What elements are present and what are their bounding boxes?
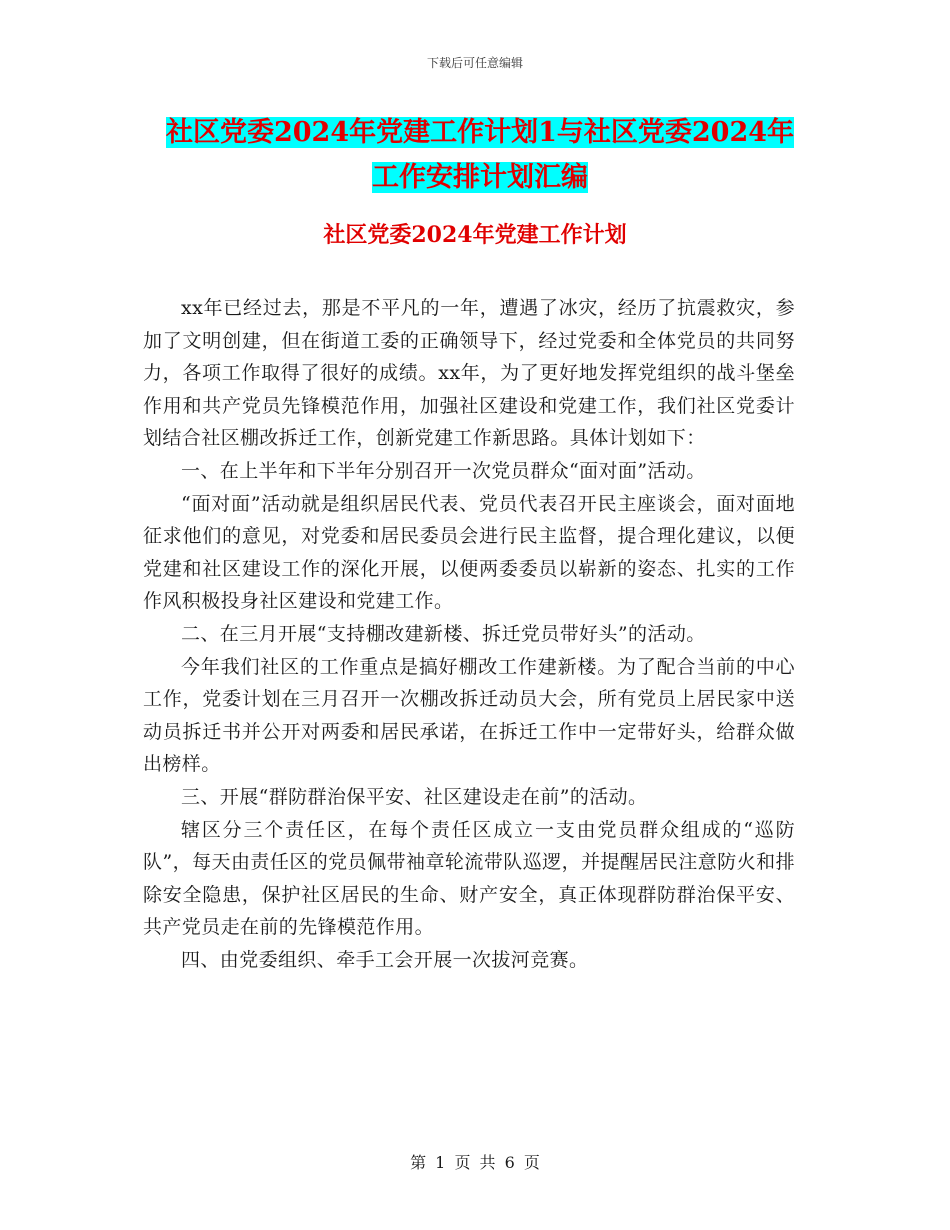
page-header: 下载后可任意编辑: [426, 56, 523, 70]
paragraph-intro: xx年已经过去，那是不平凡的一年，遭遇了冰灾，经历了抗震救灾，参加了文明创建，但在街道工委的正确领导下，经过党委和全体党员的共同努力，各项工作取得了很好的成绩。xx年，为了更好地发挥党组织的战斗堡垒作用和共产党员先锋模范作用，加强社区建设和党建工作，我们社区党委计划结合社区棚改拆迁工作，创新党建工作新思路。具体计划如下：: [143, 297, 795, 450]
paragraph-item-1-heading: 一、在上半年和下半年分别召开一次党员群众“面对面”活动。: [181, 459, 706, 482]
paragraph-item-3-heading: 三、开展“群防群治保平安、社区建设走在前”的活动。: [181, 785, 648, 808]
paragraph-item-1-body: “面对面”活动就是组织居民代表、党员代表召开民主座谈会，面对面地征求他们的意见，对党委和居民委员会进行民主监督，提合理化建议，以便党建和社区建设工作的深化开展，以便两委委员以崭新的姿态、扎实的工作作风积极投身社区建设和党建工作。: [143, 492, 795, 613]
section-title: 社区党委2024年党建工作计划: [323, 222, 627, 248]
document-title-line-1: 社区党委2024年党建工作计划1与社区党委2024年: [165, 117, 795, 148]
document-title: [140, 110, 820, 200]
page-footer: 第 1 页 共 6 页: [410, 1153, 540, 1172]
paragraph-item-2-heading: 二、在三月开展“支持棚改建新楼、拆迁党员带好头”的活动。: [181, 622, 706, 645]
paragraph-item-4-heading: 四、由党委组织、牵手工会开展一次拔河竞赛。: [181, 948, 589, 971]
paragraph-item-2-body: 今年我们社区的工作重点是搞好棚改工作建新楼。为了配合当前的中心工作，党委计划在三月召开一次棚改拆迁动员大会，所有党员上居民家中送动员拆迁书并公开对两委和居民承诺，在拆迁工作中一定带好头，给群众做出榜样。: [143, 655, 795, 776]
document-title-line-2: 工作安排计划汇编: [372, 162, 588, 193]
paragraph-item-3-body: 辖区分三个责任区，在每个责任区成立一支由党员群众组成的“巡防队”，每天由责任区的党员佩带袖章轮流带队巡逻，并提醒居民注意防火和排除安全隐患，保护社区居民的生命、财产安全，真正体现群防群治保平安、共产党员走在前的先锋模范作用。: [143, 818, 795, 939]
body-text: [143, 292, 795, 976]
